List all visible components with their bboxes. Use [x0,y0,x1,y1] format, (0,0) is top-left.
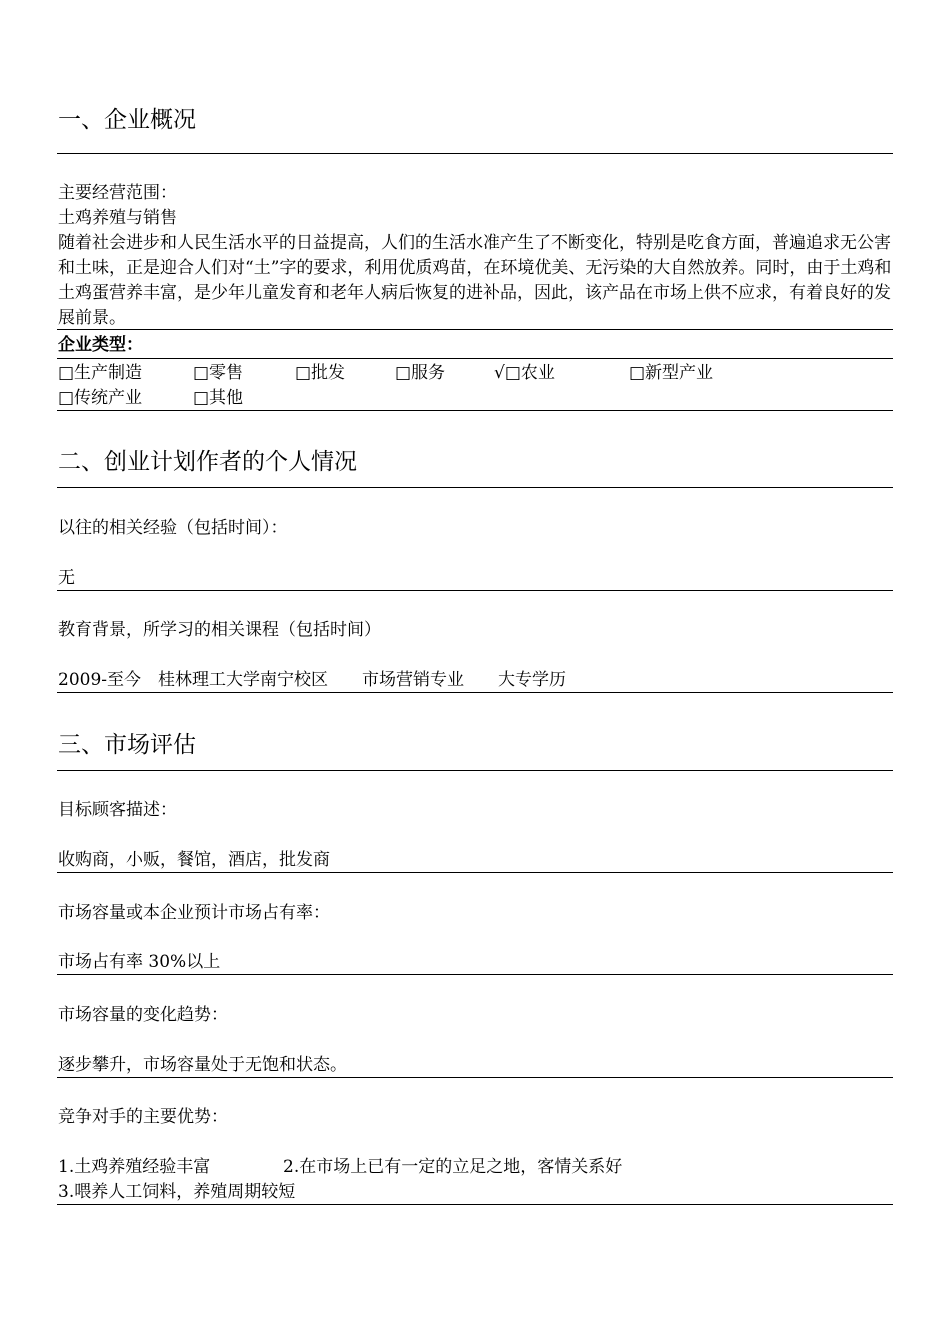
scope-label: 主要经营范围： [58,183,177,203]
target-customers-value: 收购商，小贩，餐馆，酒店，批发商 [58,850,330,870]
section-1-title: 一、企业概况 [58,107,196,133]
section-3-title: 三、市场评估 [58,732,196,758]
education-value: 2009-至今 桂林理工大学南宁校区 市场营销专业 大专学历 [58,670,567,690]
type-option-new-industry: □新型产业 [629,363,714,383]
type-option-retail: □零售 [193,363,244,383]
target-customers-label: 目标顾客描述： [58,800,177,820]
divider [57,487,893,488]
type-option-other: □其他 [193,388,244,408]
enterprise-type-label: 企业类型： [58,335,143,355]
divider [57,1204,893,1205]
business-description: 随着社会进步和人民生活水平的日益提高，人们的生活水准产生了不断变化，特别是吃食方面，普遍追求无公害和土味，正是迎合人们对“土”字的要求，利用优质鸡苗，在环境优美、无污染的大自然放养。同时，由于土鸡和土鸡蛋营养丰富，是少年儿童发育和老年人病后恢复的进补品，因此，该产品在市场上供不应求，有着良好的发展前景。 [58,233,892,328]
competitor-advantage-3: 3.喂养人工饲料，养殖周期较短 [58,1182,296,1202]
section-2-title: 二、创业计划作者的个人情况 [58,449,357,475]
education-label: 教育背景，所学习的相关课程（包括时间） [58,620,381,640]
capacity-trend-value: 逐步攀升，市场容量处于无饱和状态。 [58,1055,347,1075]
scope-value: 土鸡养殖与销售 [58,208,177,228]
type-option-manufacturing: □生产制造 [58,363,143,383]
divider [57,692,893,693]
experience-label: 以往的相关经验（包括时间）： [58,518,288,538]
market-capacity-label: 市场容量或本企业预计市场占有率： [58,903,330,923]
divider [57,872,893,873]
market-capacity-value: 市场占有率 30%以上 [58,952,221,972]
divider [57,358,893,359]
divider [57,770,893,771]
divider [57,1077,893,1078]
divider [57,329,893,330]
type-option-agriculture-checked: √□农业 [494,363,555,383]
type-option-service: □服务 [395,363,446,383]
divider [57,410,893,411]
experience-value: 无 [58,568,75,588]
divider [57,590,893,591]
type-option-traditional: □传统产业 [58,388,143,408]
capacity-trend-label: 市场容量的变化趋势： [58,1005,228,1025]
competitor-advantage-2: 2.在市场上已有一定的立足之地，客情关系好 [283,1157,623,1177]
divider [57,153,893,154]
competitor-advantage-1: 1.土鸡养殖经验丰富 [58,1157,211,1177]
competitor-advantages-label: 竞争对手的主要优势： [58,1107,228,1127]
divider [57,974,893,975]
type-option-wholesale: □批发 [295,363,346,383]
